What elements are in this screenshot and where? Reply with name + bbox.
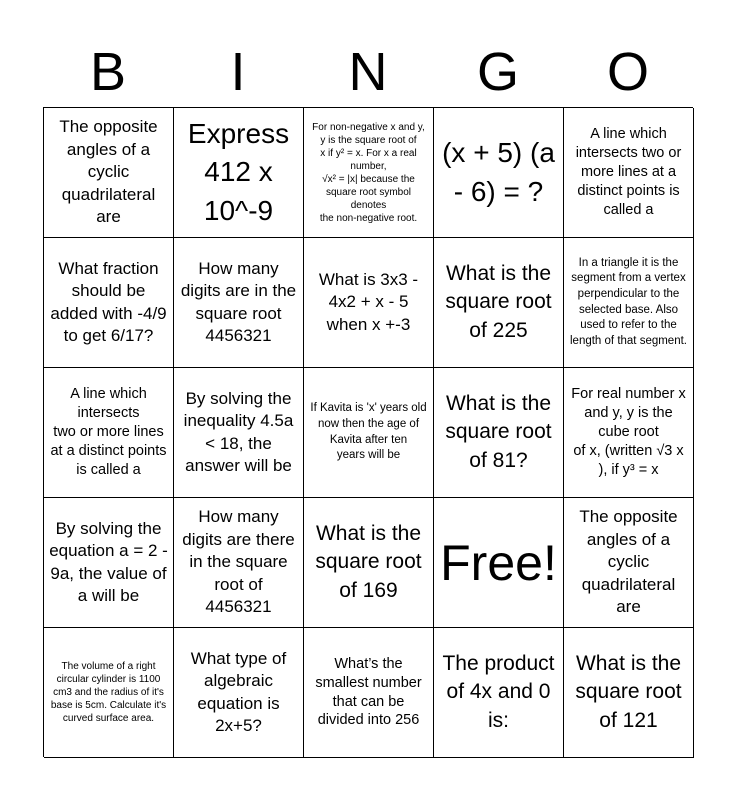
bingo-cell-r4c1[interactable]: [44, 498, 174, 628]
bingo-cell-r3c5[interactable]: [564, 368, 694, 498]
cell-text: The opposite angles of a cyclic quadrilateral are: [579, 507, 678, 617]
bingo-card: [43, 107, 693, 757]
bingo-cell-r5c4[interactable]: [434, 628, 564, 758]
cell-text: By solving the equation a = 2 - 9a, the value of a will be: [49, 518, 168, 605]
bingo-cell-r2c3[interactable]: [304, 238, 434, 368]
bingo-cell-r3c3[interactable]: [304, 368, 434, 498]
cell-text: What type of algebraic equation is 2x+5?: [190, 648, 287, 735]
bingo-cell-r1c5[interactable]: [564, 108, 694, 238]
cell-text: What is 3x3 - 4x2 + x - 5 when x +-3: [318, 269, 419, 334]
cell-text: A line which intersects two or more lines at a distinct points is called a: [575, 126, 682, 218]
cell-text: What is the square root of 81?: [445, 391, 552, 472]
bingo-cell-r3c1[interactable]: [44, 368, 174, 498]
cell-text: How many digits are in the square root 4456321: [180, 258, 297, 345]
bingo-cell-r1c2[interactable]: [174, 108, 304, 238]
bingo-cell-free[interactable]: [434, 498, 564, 628]
bingo-cell-r3c2[interactable]: [174, 368, 304, 498]
bingo-cell-r4c2[interactable]: [174, 498, 304, 628]
bingo-cell-r2c1[interactable]: [44, 238, 174, 368]
cell-text: For real number x and y, y is the cube root of x, (written √3 x ), if y³ = x: [571, 386, 686, 478]
bingo-cell-r3c4[interactable]: [434, 368, 564, 498]
cell-text: By solving the inequality 4.5a < 18, the answer will be: [183, 388, 294, 475]
bingo-cell-r4c3[interactable]: [304, 498, 434, 628]
cell-text: A line which intersects two or more lines at a distinct points is called a: [50, 386, 167, 478]
bingo-cell-r1c3[interactable]: [304, 108, 434, 238]
bingo-header: [43, 40, 693, 104]
bingo-cell-r5c2[interactable]: [174, 628, 304, 758]
bingo-cell-r5c3[interactable]: [304, 628, 434, 758]
cell-text: The product of 4x and 0 is:: [442, 651, 555, 732]
cell-text: What is the square root of 121: [575, 651, 682, 732]
cell-text: What is the square root of 225: [445, 261, 552, 342]
header-letter-g: G: [476, 42, 519, 102]
header-letter-o: O: [606, 42, 649, 102]
cell-text: Express 412 x 10^-9: [187, 117, 290, 226]
header-letter-i: I: [230, 42, 246, 102]
free-space-label: Free!: [440, 534, 557, 591]
bingo-cell-r2c5[interactable]: [564, 238, 694, 368]
bingo-cell-r2c2[interactable]: [174, 238, 304, 368]
cell-text: The volume of a right circular cylinder is 1100 cm3 and the radius of it's base is 5cm. Calculate it's curved surface area.: [50, 661, 167, 724]
cell-text: What fraction should be added with -4/9 to get 6/17?: [50, 258, 167, 345]
header-letter-b: B: [89, 42, 127, 102]
bingo-cell-r4c5[interactable]: [564, 498, 694, 628]
bingo-cell-r5c5[interactable]: [564, 628, 694, 758]
cell-text: If Kavita is 'x' years old now then the age of Kavita after ten years will be: [310, 402, 427, 462]
bingo-cell-r1c1[interactable]: [44, 108, 174, 238]
cell-text: What is the square root of 169: [315, 521, 422, 602]
cell-text: In a triangle it is the segment from a vertex perpendicular to the selected base. Also used to refer to the length of that segment.: [570, 256, 687, 347]
cell-text: How many digits are there in the square root of 4456321: [182, 507, 295, 617]
bingo-cell-r5c1[interactable]: [44, 628, 174, 758]
cell-text: (x + 5) (a - 6) = ?: [442, 136, 555, 207]
cell-text: For non-negative x and y, y is the square root of x if y² = x. For x a real number, √x² = |x| because the square root symbol denotes the non-negative root.: [312, 121, 425, 224]
bingo-cell-r1c4[interactable]: [434, 108, 564, 238]
cell-text: What’s the smallest number that can be divided into 256: [315, 655, 422, 729]
bingo-cell-r2c4[interactable]: [434, 238, 564, 368]
cell-text: The opposite angles of a cyclic quadrilateral are: [59, 117, 158, 227]
header-letter-n: N: [348, 42, 388, 102]
